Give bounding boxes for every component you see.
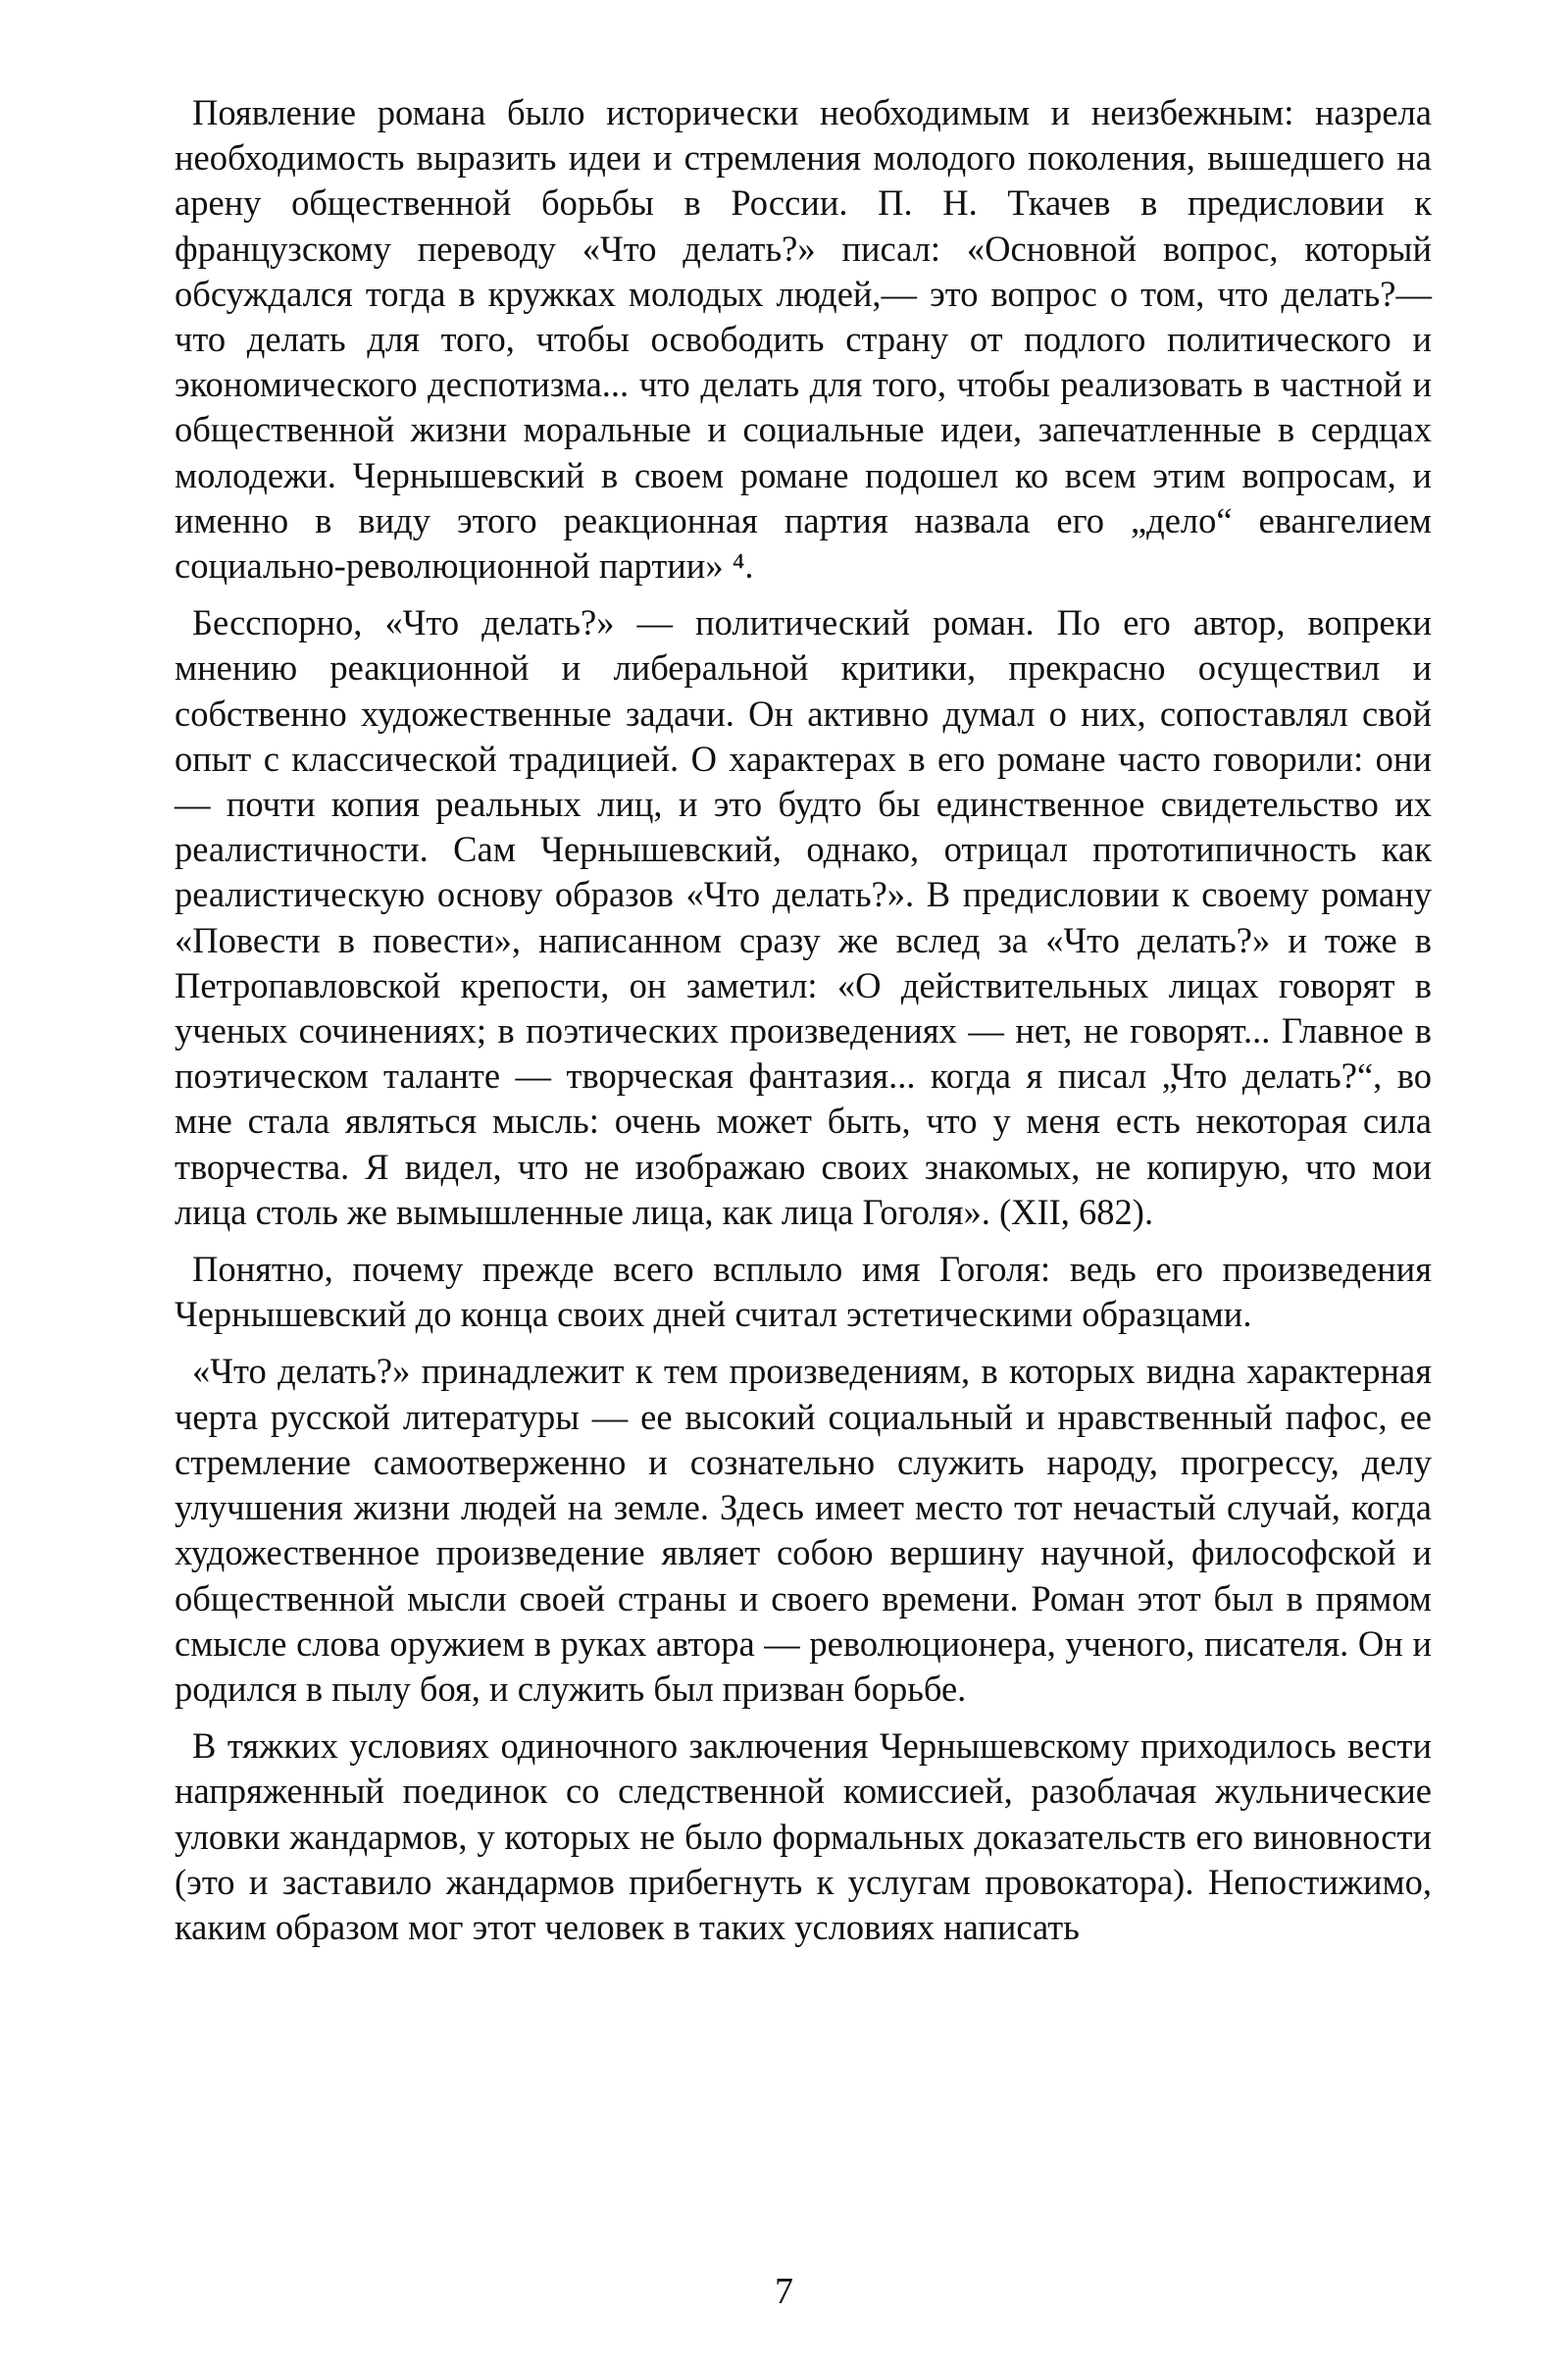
paragraph-5: В тяжких условиях одиночного заключения Чернышевскому приходилось вести напряженный поединок со следственной комиссией, разоблачая жульнические уловки жандармов, у которых не было формальных доказательств его виновности (это и заставило жандармов прибегнуть к услугам провокатора). Непостижимо, каким образом мог этот человек в таких условиях написать xyxy=(175,1725,1432,1947)
paragraph-3: Понятно, почему прежде всего всплыло имя Гоголя: ведь его произведения Чернышевский до конца своих дней считал эстетическими образцами. xyxy=(175,1249,1432,1335)
page-body xyxy=(175,90,1432,1950)
paragraph-1: Появление романа было исторически необходимым и неизбежным: назрела необходимость выразить идеи и стремления молодого поколения, вышедшего на арену общественной борьбы в России. П. Н. Ткачев в предисловии к французскому переводу «Что делать?» писал: «Основной вопрос, который обсуждался тогда в кружках молодых людей,— это вопрос о том, что делать?— что делать для того, чтобы освободить страну от подлого политического и экономического деспотизма... что делать для того, чтобы реализовать в частной и общественной жизни моральные и социальные идеи, запечатленные в сердцах молодежи. Чернышевский в своем романе подошел ко всем этим вопросам, и именно в виду этого реакционная партия назвала его „дело“ евангелием социально-революционной партии» ⁴. xyxy=(175,92,1432,587)
paragraph-4: «Что делать?» принадлежит к тем произведениям, в которых видна характерная черта русской литературы — ее высокий социальный и нравственный пафос, ее стремление самоотверженно и сознательно служить народу, прогрессу, делу улучшения жизни людей на земле. Здесь имеет место тот нечастый случай, когда художественное произведение являет собою вершину научной, философской и общественной мысли своей страны и своего времени. Роман этот был в прямом смысле слова оружием в руках автора — революционера, ученого, писателя. Он и родился в пылу боя, и служить был призван борьбе. xyxy=(175,1351,1432,1709)
paragraph-2: Бесспорно, «Что делать?» — политический роман. По его автор, вопреки мнению реакционной и либеральной критики, прекрасно осуществил и собственно художественные задачи. Он активно думал о них, сопоставлял свой опыт с классической традицией. О характерах в его романе часто говорили: они — почти копия реальных лиц, и это будто бы единственное свидетельство их реалистичности. Сам Чернышевский, однако, отрицал прототипичность как реалистическую основу образов «Что делать?». В предисловии к своему роману «Повести в повести», написанном сразу же вслед за «Что делать?» и тоже в Петропавловской крепости, он заметил: «О действительных лицах говорят в ученых сочинениях; в поэтических произведениях — нет, не говорят... Главное в поэтическом таланте — творческая фантазия... когда я писал „Что делать?“, во мне стала являться мысль: очень может быть, что у меня есть некоторая сила творчества. Я видел, что не изображаю своих знакомых, не копирую, что мои лица столь же вымышленные лица, как лица Гоголя». (XII, 682). xyxy=(175,602,1432,1232)
page-number: 7 xyxy=(775,2271,793,2312)
